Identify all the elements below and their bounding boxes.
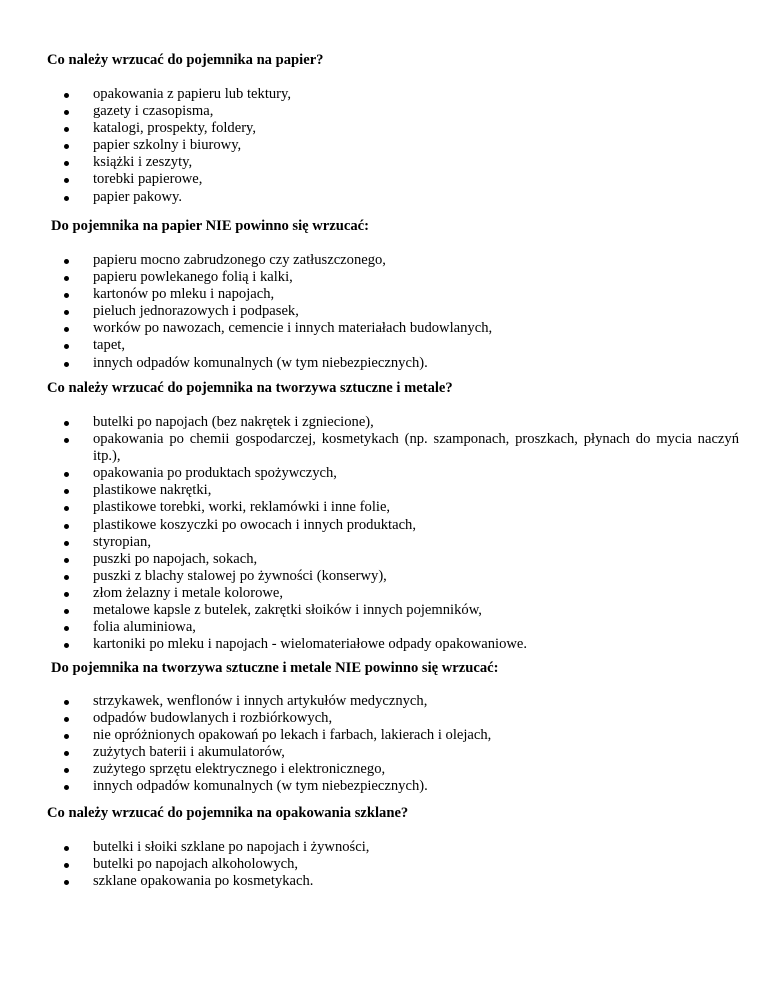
list-item: puszki po napojach, sokach, <box>0 551 768 568</box>
list-item: gazety i czasopisma, <box>0 103 768 120</box>
bullet-icon <box>64 643 69 648</box>
list-item: strzykawek, wenflonów i innych artykułów medycznych, <box>0 693 768 710</box>
bullet-icon <box>64 880 69 885</box>
list-item: butelki po napojach alkoholowych, <box>0 856 768 873</box>
list-item: kartonów po mleku i napojach, <box>0 286 768 303</box>
bullet-icon <box>64 592 69 597</box>
bullet-icon <box>64 259 69 264</box>
bullet-icon <box>64 558 69 563</box>
bullet-icon <box>64 863 69 868</box>
section-heading: Co należy wrzucać do pojemnika na opakowania szklane? <box>47 805 409 821</box>
item-list <box>0 414 768 653</box>
bullet-icon <box>64 541 69 546</box>
bullet-icon <box>64 178 69 183</box>
list-item: zużytych baterii i akumulatorów, <box>0 744 768 761</box>
bullet-icon <box>64 575 69 580</box>
list-item: tapet, <box>0 337 768 354</box>
list-item: papieru mocno zabrudzonego czy zatłuszczonego, <box>0 252 768 269</box>
list-item: opakowania po chemii gospodarczej, kosmetykach (np. szamponach, proszkach, płynach do mycia naczyń itp.), <box>0 431 768 465</box>
list-item: odpadów budowlanych i rozbiórkowych, <box>0 710 768 727</box>
list-item: kartoniki po mleku i napojach - wielomateriałowe odpady opakowaniowe. <box>0 636 768 653</box>
list-item: plastikowe nakrętki, <box>0 482 768 499</box>
bullet-icon <box>64 161 69 166</box>
list-item: pieluch jednorazowych i podpasek, <box>0 303 768 320</box>
bullet-icon <box>64 276 69 281</box>
section-heading: Co należy wrzucać do pojemnika na papier? <box>47 52 324 68</box>
bullet-icon <box>64 717 69 722</box>
bullet-icon <box>64 144 69 149</box>
bullet-icon <box>64 489 69 494</box>
bullet-icon <box>64 344 69 349</box>
list-item: papieru powlekanego folią i kalki, <box>0 269 768 286</box>
list-item: metalowe kapsle z butelek, zakrętki słoików i innych pojemników, <box>0 602 768 619</box>
item-list <box>0 839 768 890</box>
list-item: worków po nawozach, cemencie i innych materiałach budowlanych, <box>0 320 768 337</box>
list-item: butelki po napojach (bez nakrętek i zgniecione), <box>0 414 768 431</box>
bullet-icon <box>64 734 69 739</box>
list-item: papier pakowy. <box>0 189 768 206</box>
bullet-icon <box>64 327 69 332</box>
bullet-icon <box>64 751 69 756</box>
bullet-icon <box>64 196 69 201</box>
bullet-icon <box>64 768 69 773</box>
list-item: złom żelazny i metale kolorowe, <box>0 585 768 602</box>
list-item: innych odpadów komunalnych (w tym niebezpiecznych). <box>0 778 768 795</box>
bullet-icon <box>64 472 69 477</box>
bullet-icon <box>64 421 69 426</box>
section-heading: Co należy wrzucać do pojemnika na tworzywa sztuczne i metale? <box>47 380 453 396</box>
list-item: papier szkolny i biurowy, <box>0 137 768 154</box>
list-item: butelki i słoiki szklane po napojach i żywności, <box>0 839 768 856</box>
item-list <box>0 86 768 206</box>
list-item: styropian, <box>0 534 768 551</box>
section-heading: Do pojemnika na papier NIE powinno się wrzucać: <box>51 218 369 234</box>
list-item: szklane opakowania po kosmetykach. <box>0 873 768 890</box>
list-item: opakowania z papieru lub tektury, <box>0 86 768 103</box>
bullet-icon <box>64 626 69 631</box>
bullet-icon <box>64 110 69 115</box>
bullet-icon <box>64 506 69 511</box>
list-item: folia aluminiowa, <box>0 619 768 636</box>
list-item: katalogi, prospekty, foldery, <box>0 120 768 137</box>
list-item: opakowania po produktach spożywczych, <box>0 465 768 482</box>
list-item: plastikowe torebki, worki, reklamówki i inne folie, <box>0 499 768 516</box>
bullet-icon <box>64 293 69 298</box>
list-item: innych odpadów komunalnych (w tym niebezpiecznych). <box>0 355 768 372</box>
item-list <box>0 252 768 372</box>
list-item: puszki z blachy stalowej po żywności (konserwy), <box>0 568 768 585</box>
bullet-icon <box>64 609 69 614</box>
bullet-icon <box>64 310 69 315</box>
bullet-icon <box>64 524 69 529</box>
list-item: plastikowe koszyczki po owocach i innych produktach, <box>0 517 768 534</box>
item-list <box>0 693 768 796</box>
bullet-icon <box>64 127 69 132</box>
list-item: nie opróżnionych opakowań po lekach i farbach, lakierach i olejach, <box>0 727 768 744</box>
section-heading: Do pojemnika na tworzywa sztuczne i metale NIE powinno się wrzucać: <box>51 660 499 676</box>
list-item: torebki papierowe, <box>0 171 768 188</box>
list-item: książki i zeszyty, <box>0 154 768 171</box>
bullet-icon <box>64 846 69 851</box>
bullet-icon <box>64 362 69 367</box>
bullet-icon <box>64 438 69 443</box>
bullet-icon <box>64 785 69 790</box>
bullet-icon <box>64 700 69 705</box>
bullet-icon <box>64 93 69 98</box>
list-item: zużytego sprzętu elektrycznego i elektronicznego, <box>0 761 768 778</box>
